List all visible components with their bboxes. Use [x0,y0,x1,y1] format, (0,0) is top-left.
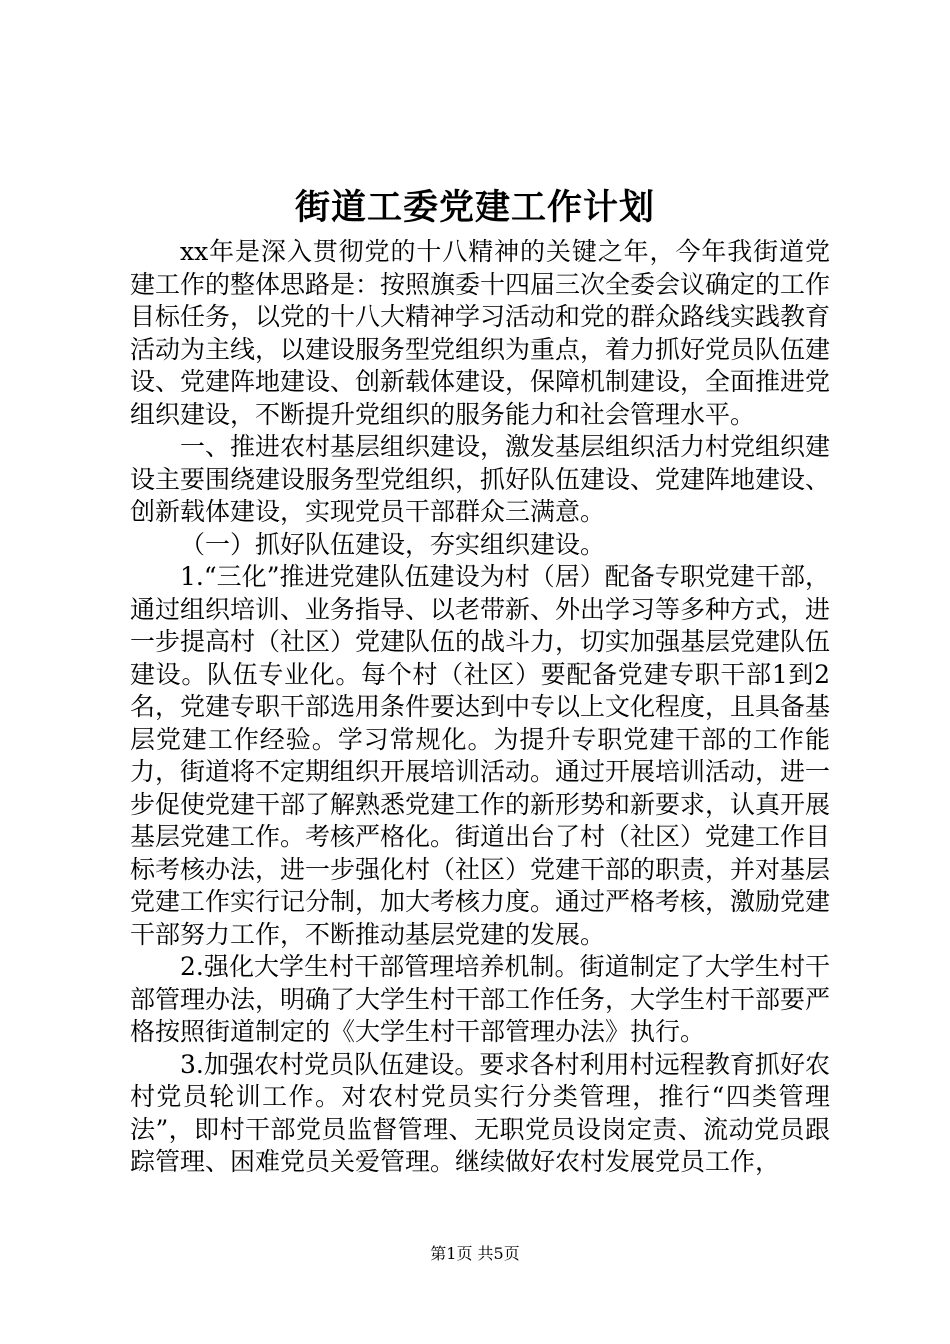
paragraph-subsection-1: （一）抓好队伍建设，夯实组织建设。 [180,529,606,559]
paragraph-intro: xx年是深入贯彻党的十八精神的关键之年，今年我街道党建工作的整体思路是：按照旗委十四届三次全委会议确定的工作目标任务，以党的十八大精神学习活动和党的群众路线实践教育活动为主线，以建设服务型党组织为重点，着力抓好党员队伍建设、党建阵地建设、创新载体建设，保障机制建设，全面推进党组织建设，不断提升党组织的服务能力和社会管理水平。 [130,237,831,429]
document-title: 街道工委党建工作计划 [294,187,655,228]
paragraph-item-3: 3.加强农村党员队伍建设。要求各村利用村远程教育抓好农村党员轮训工作。对农村党员实行分类管理，推行“四类管理法”，即村干部党员监督管理、无职党员设岗定责、流动党员跟踪管理、困难党员关爱管理。继续做好农村发展党员工作， [130,1049,830,1176]
paragraph-item-1: 1.“三化”推进党建队伍建设为村（居）配备专职党建干部，通过组织培训、业务指导、以老带新、外出学习等多种方式，进一步提高村（社区）党建队伍的战斗力，切实加强基层党建队伍建设。队伍专业化。每个村（社区）要配备党建专职干部1到2名，党建专职干部选用条件要达到中专以上文化程度，且具备基层党建工作经验。学习常规化。为提升专职党建干部的工作能力，街道将不定期组织开展培训活动。通过开展培训活动，进一步促使党建干部了解熟悉党建工作的新形势和新要求，认真开展基层党建工作。考核严格化。街道出台了村（社区）党建工作目标考核办法，进一步强化村（社区）党建干部的职责，并对基层党建工作实行记分制，加大考核力度。通过严格考核，激励党建干部努力工作，不断推动基层党建的发展。 [130,562,831,949]
document-body [130,236,830,1179]
paragraph-section-1: 一、推进农村基层组织建设，激发基层组织活力村党组织建设主要围绕建设服务型党组织，抓好队伍建设、党建阵地建设、创新载体建设，实现党员干部群众三满意。 [130,432,831,526]
page-footer: 第1页 共5页 [430,1244,520,1263]
paragraph-item-2: 2.强化大学生村干部管理培养机制。街道制定了大学生村干部管理办法，明确了大学生村干部工作任务，大学生村干部要严格按照街道制定的《大学生村干部管理办法》执行。 [130,952,831,1046]
